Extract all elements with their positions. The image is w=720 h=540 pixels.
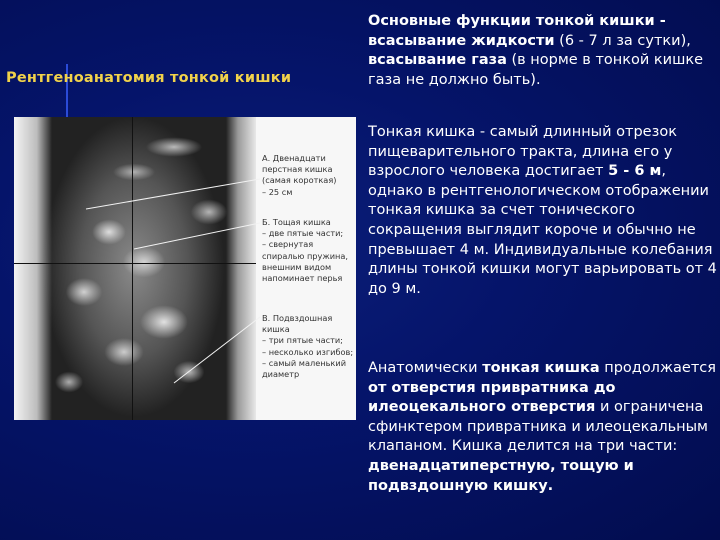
legend-line: – две пятые части; (262, 228, 344, 239)
text-span: продолжается (599, 360, 716, 376)
pointer-line-ileum (174, 317, 260, 383)
text-span: Тонкая кишка - самый длинный отрезок пищеварительного тракта, длина его у взрослого человека достигает (368, 124, 677, 180)
text-span: (6 - 7 л за сутки), (554, 32, 691, 49)
legend-line: (самая короткая) (262, 175, 337, 186)
text-span: тонкая кишка (482, 360, 600, 376)
text-span: 5 - 6 м (608, 163, 662, 180)
paragraph-anatomy (368, 359, 718, 496)
text-span: от отверстия привратника до илеоцекального отверстия (368, 379, 616, 416)
legend-line: А. Двенадцати (262, 153, 326, 163)
pointer-line-jejunum (134, 223, 260, 249)
text-span: , однако в рентгенологическом отображении тонкая кишка за счет тонического сокращения выглядит короче и обычно не превышает 4 м. Индивидуальные колебания длины тонкой кишки могут варьировать от 4 до 9 м. (368, 163, 717, 297)
pointer-line-duodenum (86, 179, 260, 209)
legend-line: – несколько изгибов; (262, 346, 354, 357)
legend-line: – самый маленький (262, 357, 347, 368)
text-span: и ограничена сфинктером привратника и илеоцекальным клапаном. Кишка делится на три части: (368, 399, 708, 455)
paragraph-length (368, 123, 718, 299)
text-span: (в норме в тонкой кишке газа не должно быть). (368, 52, 704, 88)
legend-line: – три пятые части; (262, 335, 343, 346)
text-span: Анатомически (368, 360, 483, 376)
legend-line: диаметр (262, 369, 300, 380)
legend-line: напоминает перья (262, 273, 343, 284)
text-span: Основные функции тонкой кишки - всасывание жидкости (368, 13, 666, 49)
legend-line: – 25 см (262, 186, 293, 197)
text-span: всасывание газа (368, 52, 507, 69)
legend-line: – свернутая (262, 239, 314, 250)
legend-line: кишка (262, 324, 290, 335)
text-span: двенадцатиперстную, тощую и подвздошную кишку. (368, 457, 634, 494)
legend-line: спиралью пружина, (262, 250, 349, 261)
legend-line: В. Подвздошная (262, 313, 333, 323)
slide-title: Рентгеноанатомия тонкой кишки (6, 70, 292, 86)
xray-figure (14, 117, 356, 420)
paragraph-functions (368, 12, 718, 90)
legend-line: Б. Тощая кишка (262, 217, 331, 227)
legend-line: перстная кишка (262, 164, 333, 175)
legend-pointer-lines (14, 117, 356, 420)
legend-line: внешним видом (262, 261, 332, 272)
